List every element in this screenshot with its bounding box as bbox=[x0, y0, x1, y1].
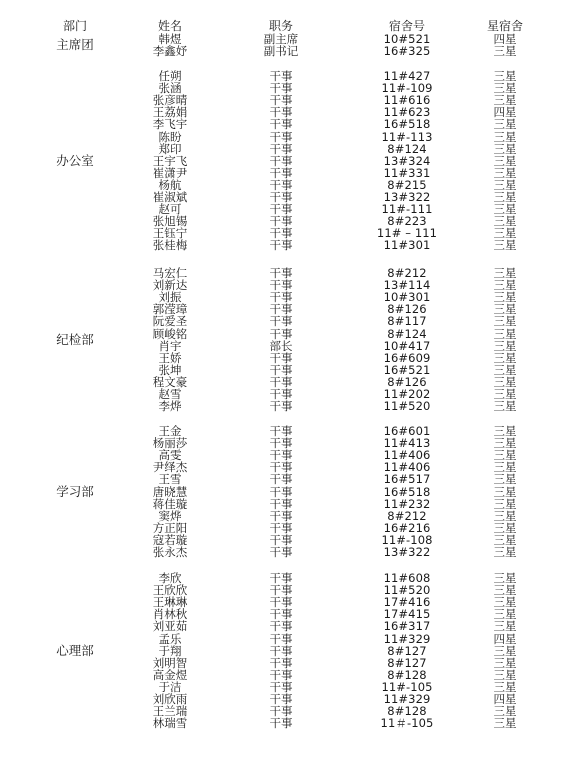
member-role: 干事 bbox=[269, 93, 293, 108]
member-star-rating: 三星 bbox=[493, 387, 517, 401]
member-dorm: 11#406 bbox=[383, 460, 431, 475]
member-role: 干事 bbox=[269, 643, 293, 658]
member-name: 尹绎杰 bbox=[152, 460, 188, 475]
member-star-rating: 三星 bbox=[493, 374, 517, 389]
member-star-rating: 三星 bbox=[493, 399, 517, 414]
member-dorm: 16#216 bbox=[383, 520, 431, 535]
member-name: 刘振 bbox=[158, 290, 182, 305]
member-star-rating: 三星 bbox=[493, 643, 517, 658]
member-star-rating: 三星 bbox=[493, 278, 517, 293]
member-star-rating: 三星 bbox=[493, 238, 517, 253]
member-dorm: 11＃-105 bbox=[380, 716, 434, 731]
member-role: 干事 bbox=[269, 631, 293, 646]
member-role: 干事 bbox=[269, 314, 293, 329]
member-name: 孟乐 bbox=[158, 631, 182, 646]
member-star-rating: 三星 bbox=[493, 202, 517, 217]
member-name: 张旭锡 bbox=[152, 214, 188, 229]
table-row bbox=[0, 546, 580, 558]
member-role: 干事 bbox=[269, 424, 293, 438]
member-star-rating: 三星 bbox=[493, 129, 517, 144]
member-dorm: 10#521 bbox=[383, 32, 431, 46]
table-row bbox=[0, 717, 580, 729]
member-name: 韩煜 bbox=[158, 32, 182, 46]
member-dorm: 8#124 bbox=[387, 141, 427, 156]
member-name: 赵可 bbox=[158, 202, 182, 217]
department-label: 学习部 bbox=[56, 483, 94, 499]
member-name: 王宇飞 bbox=[152, 153, 188, 168]
member-role: 干事 bbox=[269, 290, 293, 305]
member-dorm: 11#520 bbox=[383, 399, 431, 414]
member-dorm: 8#128 bbox=[387, 667, 427, 682]
member-role: 副书记 bbox=[263, 44, 299, 59]
member-name: 寇若璇 bbox=[152, 532, 188, 547]
member-name: 张彦晴 bbox=[152, 93, 188, 108]
member-star-rating: 三星 bbox=[493, 44, 517, 59]
member-role: 干事 bbox=[269, 165, 293, 180]
member-name: 李欣 bbox=[158, 571, 182, 585]
member-role: 干事 bbox=[269, 374, 293, 389]
member-role: 干事 bbox=[269, 607, 293, 622]
member-star-rating: 三星 bbox=[493, 448, 517, 463]
member-name: 高金煜 bbox=[152, 667, 188, 682]
member-name: 程文豪 bbox=[152, 374, 188, 389]
member-role: 干事 bbox=[269, 545, 293, 559]
member-dorm: 8#127 bbox=[387, 643, 427, 658]
member-dorm: 11#202 bbox=[383, 387, 431, 401]
member-role: 干事 bbox=[269, 484, 293, 499]
member-star-rating: 三星 bbox=[493, 93, 517, 108]
member-dorm: 16#325 bbox=[383, 44, 431, 59]
member-role: 干事 bbox=[269, 716, 293, 731]
member-role: 干事 bbox=[269, 655, 293, 670]
member-role: 干事 bbox=[269, 69, 293, 83]
member-name: 马宏仁 bbox=[152, 266, 188, 280]
member-dorm: 16#601 bbox=[383, 424, 431, 438]
member-star-rating: 三星 bbox=[493, 326, 517, 341]
member-star-rating: 三星 bbox=[493, 214, 517, 229]
member-dorm: 11#-111 bbox=[381, 202, 433, 217]
member-star-rating: 三星 bbox=[493, 302, 517, 317]
table-row bbox=[0, 45, 580, 57]
member-name: 李烨 bbox=[158, 399, 182, 414]
member-dorm: 11# – 111 bbox=[376, 226, 438, 241]
table-row bbox=[0, 239, 580, 251]
member-role: 干事 bbox=[269, 496, 293, 511]
member-dorm: 11#608 bbox=[383, 571, 431, 585]
header-row bbox=[0, 20, 580, 32]
member-dorm: 11#623 bbox=[383, 105, 431, 120]
member-dorm: 8#126 bbox=[387, 374, 427, 389]
member-star-rating: 四星 bbox=[493, 631, 517, 646]
member-role: 干事 bbox=[269, 387, 293, 401]
member-name: 郭滢璋 bbox=[152, 302, 188, 317]
member-name: 李飞宇 bbox=[152, 117, 188, 132]
member-name: 李鑫妤 bbox=[152, 44, 188, 59]
member-name: 任朔 bbox=[158, 69, 182, 83]
member-name: 赵雪 bbox=[158, 387, 182, 401]
member-role: 干事 bbox=[269, 399, 293, 414]
member-dorm: 8#126 bbox=[387, 302, 427, 317]
member-star-rating: 三星 bbox=[493, 153, 517, 168]
member-dorm: 8#223 bbox=[387, 214, 427, 229]
member-name: 郑印 bbox=[158, 141, 182, 156]
member-dorm: 11#-108 bbox=[381, 532, 433, 547]
member-dorm: 11#329 bbox=[383, 631, 431, 646]
member-role: 干事 bbox=[269, 153, 293, 168]
department-label: 办公室 bbox=[56, 152, 94, 168]
member-name: 张桂梅 bbox=[152, 238, 188, 253]
member-role: 干事 bbox=[269, 362, 293, 377]
member-role: 干事 bbox=[269, 81, 293, 96]
member-name: 刘欣雨 bbox=[152, 692, 188, 706]
member-name: 王兰瑞 bbox=[152, 704, 188, 719]
member-dorm: 8#124 bbox=[387, 326, 427, 341]
member-role: 干事 bbox=[269, 278, 293, 293]
member-dorm: 13#114 bbox=[383, 278, 431, 293]
member-star-rating: 四星 bbox=[493, 32, 517, 46]
member-dorm: 10#417 bbox=[383, 338, 431, 353]
member-name: 林瑞雪 bbox=[152, 716, 188, 731]
member-star-rating: 三星 bbox=[493, 81, 517, 96]
member-star-rating: 三星 bbox=[493, 545, 517, 559]
member-dorm: 17#416 bbox=[383, 595, 431, 610]
member-dorm: 16#317 bbox=[383, 619, 431, 634]
member-dorm: 17#415 bbox=[383, 607, 431, 622]
member-star-rating: 三星 bbox=[493, 460, 517, 475]
member-name: 张坤 bbox=[158, 362, 182, 377]
member-role: 干事 bbox=[269, 129, 293, 144]
member-star-rating: 四星 bbox=[493, 692, 517, 706]
member-name: 阮爱圣 bbox=[152, 314, 188, 329]
member-role: 干事 bbox=[269, 460, 293, 475]
member-name: 刘新达 bbox=[152, 278, 188, 293]
member-dorm: 11#-105 bbox=[381, 679, 433, 694]
member-name: 于洁 bbox=[158, 679, 182, 694]
header-star: 星宿舍 bbox=[486, 19, 524, 33]
member-role: 干事 bbox=[269, 667, 293, 682]
header-name: 姓名 bbox=[157, 19, 183, 33]
member-role: 干事 bbox=[269, 105, 293, 120]
member-dorm: 16#518 bbox=[383, 484, 431, 499]
member-role: 副主席 bbox=[263, 32, 299, 46]
member-dorm: 11#-113 bbox=[381, 129, 433, 144]
member-dorm: 16#609 bbox=[383, 350, 431, 365]
member-role: 干事 bbox=[269, 238, 293, 253]
member-dorm: 16#521 bbox=[383, 362, 431, 377]
member-star-rating: 三星 bbox=[493, 667, 517, 682]
member-name: 方正阳 bbox=[152, 520, 188, 535]
table-row bbox=[0, 400, 580, 412]
member-dorm: 8#117 bbox=[387, 314, 427, 329]
member-name: 王欣欣 bbox=[152, 583, 188, 598]
member-role: 干事 bbox=[269, 350, 293, 365]
member-star-rating: 三星 bbox=[493, 508, 517, 523]
member-role: 干事 bbox=[269, 679, 293, 694]
member-star-rating: 三星 bbox=[493, 226, 517, 241]
member-dorm: 11#406 bbox=[383, 448, 431, 463]
member-star-rating: 三星 bbox=[493, 436, 517, 451]
member-star-rating: 三星 bbox=[493, 424, 517, 438]
member-role: 干事 bbox=[269, 326, 293, 341]
member-name: 窦烨 bbox=[158, 508, 182, 523]
member-name: 高雯 bbox=[158, 448, 182, 463]
header-dorm: 宿舍号 bbox=[388, 19, 426, 33]
member-name: 王钰宁 bbox=[152, 226, 188, 241]
member-dorm: 8#212 bbox=[387, 266, 427, 280]
member-star-rating: 三星 bbox=[493, 141, 517, 156]
member-role: 干事 bbox=[269, 704, 293, 719]
member-role: 干事 bbox=[269, 508, 293, 523]
member-dorm: 11#331 bbox=[383, 165, 431, 180]
member-dorm: 16#518 bbox=[383, 117, 431, 132]
member-dorm: 13#324 bbox=[383, 153, 431, 168]
member-name: 王金 bbox=[158, 424, 182, 438]
member-role: 干事 bbox=[269, 214, 293, 229]
member-dorm: 13#322 bbox=[383, 545, 431, 559]
member-role: 干事 bbox=[269, 571, 293, 585]
member-role: 干事 bbox=[269, 520, 293, 535]
member-dorm: 16#517 bbox=[383, 472, 431, 487]
member-role: 干事 bbox=[269, 190, 293, 204]
member-star-rating: 三星 bbox=[493, 290, 517, 305]
member-role: 干事 bbox=[269, 117, 293, 132]
member-star-rating: 三星 bbox=[493, 314, 517, 329]
member-name: 肖宇 bbox=[158, 338, 182, 353]
member-star-rating: 三星 bbox=[493, 716, 517, 731]
member-name: 王琳琳 bbox=[152, 595, 188, 610]
member-star-rating: 三星 bbox=[493, 362, 517, 377]
department-label: 纪检部 bbox=[56, 331, 94, 347]
member-name: 杨丽莎 bbox=[152, 436, 188, 451]
member-dorm: 13#322 bbox=[383, 190, 431, 204]
member-star-rating: 三星 bbox=[493, 190, 517, 204]
member-name: 肖林秋 bbox=[152, 607, 188, 622]
member-name: 顾峻铭 bbox=[152, 326, 188, 341]
member-dorm: 11#301 bbox=[383, 238, 431, 253]
member-star-rating: 三星 bbox=[493, 655, 517, 670]
member-star-rating: 三星 bbox=[493, 484, 517, 499]
member-role: 干事 bbox=[269, 226, 293, 241]
member-name: 王雪 bbox=[158, 472, 182, 487]
member-role: 干事 bbox=[269, 532, 293, 547]
member-role: 干事 bbox=[269, 692, 293, 706]
member-dorm: 8#127 bbox=[387, 655, 427, 670]
member-role: 干事 bbox=[269, 141, 293, 156]
member-dorm: 11#520 bbox=[383, 583, 431, 598]
member-star-rating: 三星 bbox=[493, 472, 517, 487]
member-role: 干事 bbox=[269, 583, 293, 598]
member-name: 于翔 bbox=[158, 643, 182, 658]
member-name: 刘明智 bbox=[152, 655, 188, 670]
member-star-rating: 三星 bbox=[493, 583, 517, 598]
member-name: 王荔娟 bbox=[152, 105, 188, 120]
department-label: 主席团 bbox=[56, 37, 94, 53]
member-dorm: 11#427 bbox=[383, 69, 431, 83]
member-dorm: 11#232 bbox=[383, 496, 431, 511]
member-star-rating: 三星 bbox=[493, 619, 517, 634]
member-star-rating: 三星 bbox=[493, 520, 517, 535]
member-star-rating: 三星 bbox=[493, 496, 517, 511]
member-name: 崔淑斌 bbox=[152, 190, 188, 204]
member-dorm: 8#128 bbox=[387, 704, 427, 719]
member-star-rating: 三星 bbox=[493, 69, 517, 83]
member-role: 干事 bbox=[269, 302, 293, 317]
member-dorm: 10#301 bbox=[383, 290, 431, 305]
member-name: 崔潇尹 bbox=[152, 165, 188, 180]
member-role: 干事 bbox=[269, 177, 293, 192]
member-role: 干事 bbox=[269, 202, 293, 217]
member-name: 唐晓慧 bbox=[152, 484, 188, 499]
member-dorm: 8#215 bbox=[387, 177, 427, 192]
member-name: 张涵 bbox=[158, 81, 182, 96]
member-name: 陈盼 bbox=[158, 129, 182, 144]
member-role: 干事 bbox=[269, 266, 293, 280]
member-name: 蒋佳璇 bbox=[152, 496, 188, 511]
member-name: 王娇 bbox=[158, 350, 182, 365]
member-role: 干事 bbox=[269, 436, 293, 451]
member-star-rating: 三星 bbox=[493, 532, 517, 547]
member-name: 杨航 bbox=[158, 177, 182, 192]
member-star-rating: 三星 bbox=[493, 338, 517, 353]
member-star-rating: 三星 bbox=[493, 117, 517, 132]
member-role: 干事 bbox=[269, 595, 293, 610]
member-role: 干事 bbox=[269, 472, 293, 487]
member-dorm: 11#413 bbox=[383, 436, 431, 451]
member-dorm: 11#616 bbox=[383, 93, 431, 108]
member-star-rating: 三星 bbox=[493, 571, 517, 585]
member-star-rating: 四星 bbox=[493, 105, 517, 120]
member-dorm: 8#212 bbox=[387, 508, 427, 523]
header-role: 职务 bbox=[268, 19, 294, 33]
header-department: 部门 bbox=[62, 19, 88, 33]
member-star-rating: 三星 bbox=[493, 595, 517, 610]
member-star-rating: 三星 bbox=[493, 607, 517, 622]
member-dorm: 11#329 bbox=[383, 692, 431, 706]
member-star-rating: 三星 bbox=[493, 350, 517, 365]
member-name: 张永杰 bbox=[152, 545, 188, 559]
member-role: 干事 bbox=[269, 619, 293, 634]
department-label: 心理部 bbox=[56, 642, 94, 658]
member-dorm: 11#-109 bbox=[381, 81, 433, 96]
member-star-rating: 三星 bbox=[493, 704, 517, 719]
member-role: 部长 bbox=[269, 338, 293, 353]
member-star-rating: 三星 bbox=[493, 165, 517, 180]
member-role: 干事 bbox=[269, 448, 293, 463]
member-star-rating: 三星 bbox=[493, 266, 517, 280]
member-star-rating: 三星 bbox=[493, 177, 517, 192]
member-name: 刘亚茹 bbox=[152, 619, 188, 634]
member-star-rating: 三星 bbox=[493, 679, 517, 694]
